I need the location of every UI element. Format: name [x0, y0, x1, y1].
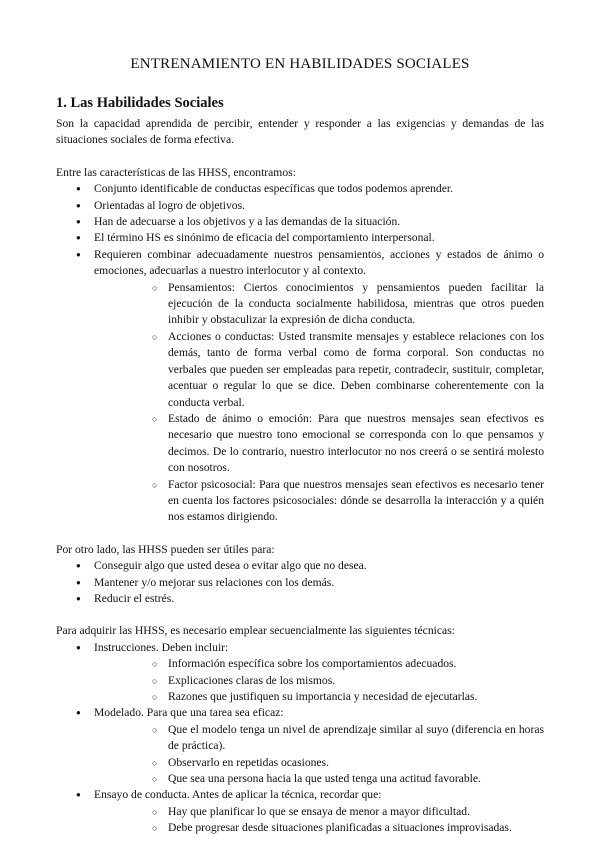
technique-sub-list	[94, 804, 544, 837]
list-item: ● Han de adecuarse a los objetivos y a las demandas de la situación.	[56, 214, 544, 230]
list-item	[56, 247, 544, 526]
characteristics-list	[56, 181, 544, 526]
technique-sub-list	[94, 722, 544, 788]
sub-list-item: ○ Explicaciones claras de los mismos.	[132, 673, 544, 689]
sub-list-item: ○ Que sea una persona hacia la que usted tenga una actitud favorable.	[132, 771, 544, 787]
list-item	[56, 787, 544, 836]
sub-list-item: ○ Factor psicosocial: Para que nuestros mensajes sean efectivos es necesario tener en cuenta los factores psicosociales: dónde se desarrolla la interacción y a quién nos estamos dirigiendo.	[132, 477, 544, 526]
intro-paragraph: Son la capacidad aprendida de percibir, entender y responder a las exigencias y demandas de las situaciones sociales de forma efectiva.	[56, 117, 544, 147]
section-heading: 1. Las Habilidades Sociales	[56, 95, 224, 111]
sub-list-item: ○ Acciones o conductas: Usted transmite mensajes y establece relaciones con los demás, tanto de forma verbal como de forma corporal. Son conductas no verbales que pueden ser empleadas para repetir, contradecir, sustituir, completar, acentuar o regular lo que se dice. Deben combinarse coherentemente con la conducta verbal.	[132, 329, 544, 411]
list-item: ● Conjunto identificable de conductas específicas que todos podemos aprender.	[56, 181, 544, 197]
technique-label: ● Ensayo de conducta. Antes de aplicar la técnica, recordar que:	[94, 788, 382, 802]
technique-sub-list	[94, 656, 544, 705]
sub-list-item: ○ Información específica sobre los comportamientos adecuados.	[132, 656, 544, 672]
techniques-lead: Para adquirir las HHSS, es necesario emplear secuencialmente las siguientes técnicas:	[56, 624, 455, 638]
uses-lead: Por otro lado, las HHSS pueden ser útiles para:	[56, 542, 275, 556]
list-item: ● Reducir el estrés.	[56, 591, 544, 607]
sub-list-item: ○ Razones que justifiquen su importancia y necesidad de ejecutarlas.	[132, 689, 544, 705]
document-title: ENTRENAMIENTO EN HABILIDADES SOCIALES	[130, 56, 470, 72]
list-item	[56, 640, 544, 706]
list-item: ● Conseguir algo que usted desea o evitar algo que no desea.	[56, 558, 544, 574]
uses-list	[56, 558, 544, 607]
sub-list-item: ○ Estado de ánimo o emoción: Para que nuestros mensajes sean efectivos es necesario que nuestro tono emocional se corresponda con lo que pensamos y decimos. De lo contrario, nuestro interlocutor no nos creerá o se sentirá molesto con nosotros.	[132, 411, 544, 477]
sub-list-item: ○ Observarlo en repetidas ocasiones.	[132, 755, 544, 771]
list-item	[56, 705, 544, 787]
technique-label: ● Instrucciones. Deben incluir:	[94, 640, 229, 654]
sub-list-item: ○ Pensamientos: Ciertos conocimientos y pensamientos pueden facilitar la ejecución de la conducta socialmente habilidosa, mientras que otros pueden inhibir y obstaculizar la expresión de dicha conducta.	[132, 280, 544, 329]
list-item: ● Orientadas al logro de objetivos.	[56, 198, 544, 214]
sub-list-item: ○ Que el modelo tenga un nivel de aprendizaje similar al suyo (diferencia en horas de práctica).	[132, 722, 544, 755]
list-item: ● El término HS es sinónimo de eficacia del comportamiento interpersonal.	[56, 230, 544, 246]
characteristics-lead: Entre las características de las HHSS, encontramos:	[56, 165, 296, 179]
list-item: ● Mantener y/o mejorar sus relaciones con los demás.	[56, 575, 544, 591]
techniques-list	[56, 640, 544, 837]
sub-list-item: ○ Hay que planificar lo que se ensaya de menor a mayor dificultad.	[132, 804, 544, 820]
list-item-text: ● Requieren combinar adecuadamente nuestros pensamientos, acciones y estados de ánimo o emociones, adecuarlas a nuestro interlocutor y al contexto.	[94, 247, 544, 278]
technique-label: ● Modelado. Para que una tarea sea eficaz:	[94, 706, 284, 720]
sub-list-item: ○ Debe progresar desde situaciones planificadas a situaciones improvisadas.	[132, 820, 544, 836]
components-list	[94, 280, 544, 526]
